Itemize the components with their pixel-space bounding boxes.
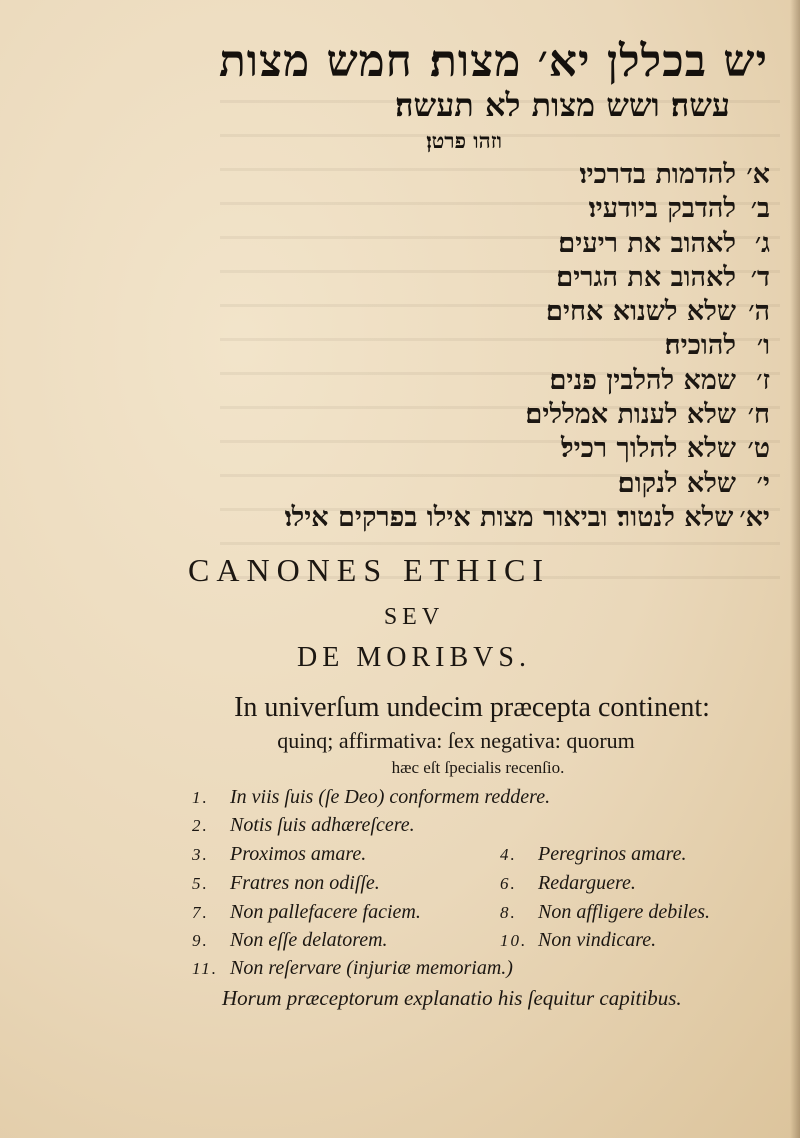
hebrew-item: [170, 364, 770, 398]
hebrew-item: [170, 295, 770, 329]
hebrew-item-number: ז׳: [756, 364, 770, 396]
hebrew-precept-list: [170, 158, 770, 535]
precept-item: [192, 957, 513, 980]
closing-line: Horum præceptorum explanatio his ſequitur capitibus.: [222, 986, 682, 1010]
hebrew-item-number: ב׳: [750, 193, 770, 225]
precept-text: Notis ſuis adhæreſcere.: [230, 814, 415, 836]
hebrew-item: [170, 467, 770, 501]
hebrew-item: [170, 261, 770, 295]
precept-text: Non eſſe delatorem.: [230, 929, 388, 951]
precept-item: [500, 872, 636, 895]
hebrew-item-text: להוכיח׃: [664, 330, 736, 362]
hebrew-item-text: שמא להלבין פנים׃: [549, 364, 736, 396]
precept-text: In viis ſuis (ſe Deo) conformem reddere.: [230, 786, 551, 808]
precept-text: Non affligere debiles.: [538, 901, 711, 923]
precept-text: Redarguere.: [538, 872, 636, 894]
hebrew-item: [170, 398, 770, 432]
precept-item: [500, 843, 687, 866]
hebrew-item-text: שלא לנטור׃ וביאור מצות אילו בפרקים אילו׃: [284, 501, 734, 533]
latin-intro-line-2: quinq; affirmativa: ſex negativa: quorum: [277, 728, 635, 753]
hebrew-item-text: שלא להלוך רכיל׃: [560, 433, 736, 465]
precept-number: 1.: [192, 788, 209, 807]
hebrew-item-number: ו׳: [756, 330, 770, 362]
hebrew-item-text: שלא לנקום׃: [617, 467, 736, 499]
hebrew-item-text: להדבק ביודעיו׃: [588, 193, 736, 225]
hebrew-heading-line-1: יש בכללן יא׳ מצות׃ חמש מצות: [218, 36, 768, 87]
latin-subtitle: DE MORIBVS.: [297, 642, 531, 673]
hebrew-item-text: לאהוב את הגרים׃: [556, 261, 736, 293]
hebrew-item: [170, 192, 770, 226]
precept-number: 5.: [192, 874, 209, 893]
precept-text: Non vindicare.: [538, 929, 657, 951]
precept-text: Fratres non odiſſe.: [230, 872, 380, 894]
precept-number: 11.: [192, 959, 218, 978]
hebrew-item-text: שלא לשנוא אחים׃: [546, 296, 736, 328]
hebrew-item-number: ה׳: [748, 296, 770, 328]
hebrew-item: [170, 501, 770, 535]
precept-item: [192, 843, 366, 866]
hebrew-item-number: ח׳: [747, 399, 770, 431]
hebrew-item-number: יא׳: [739, 501, 770, 533]
hebrew-item-number: ג׳: [754, 227, 770, 259]
latin-title-connector: SEV: [383, 604, 445, 630]
hebrew-item-text: להדמות בדרכיו׃: [579, 159, 736, 190]
precept-number: 8.: [500, 903, 517, 922]
precept-item: [192, 872, 380, 895]
precept-text: Peregrinos amare.: [538, 843, 687, 865]
hebrew-item-number: ד׳: [750, 261, 770, 293]
hebrew-heading-line-2: עשה׃ ושש מצות לא תעשה׃: [395, 86, 730, 124]
hebrew-item: [170, 227, 770, 261]
precept-text: Proximos amare.: [230, 843, 367, 865]
precept-item: [192, 786, 550, 809]
precept-number: 2.: [192, 816, 209, 835]
hebrew-heading-line-3: וזהו פרטן׃: [426, 128, 502, 153]
precept-text: Non pallefacere faciem.: [230, 901, 421, 923]
precept-item: [500, 901, 710, 924]
precept-number: 3.: [192, 845, 209, 864]
precept-item: [192, 929, 388, 952]
precept-item: [500, 929, 656, 952]
precept-number: 4.: [500, 845, 517, 864]
hebrew-item-text: שלא לענות אמללים׃: [525, 399, 736, 431]
latin-intro-line-3: hæc eſt ſpecialis recenſio.: [391, 758, 565, 777]
hebrew-item-number: ט׳: [747, 433, 770, 465]
precept-number: 9.: [192, 931, 209, 950]
precept-number: 7.: [192, 903, 209, 922]
hebrew-item-number: א׳: [746, 159, 770, 190]
hebrew-item-text: לאהוב את ריעים׃: [558, 227, 736, 259]
precept-item: [192, 814, 415, 837]
precept-number: 10.: [500, 931, 528, 950]
precept-text: Non reſervare (injuriæ memoriam.): [230, 957, 513, 979]
page-gutter-shadow: [790, 0, 800, 1138]
latin-title-main: CANONES ETHICI: [188, 552, 550, 588]
hebrew-item: [170, 329, 770, 363]
hebrew-item: [170, 158, 770, 192]
latin-intro-line-1: In univerſum undecim præcepta continent:: [234, 692, 710, 723]
precept-number: 6.: [500, 874, 517, 893]
hebrew-item-number: י׳: [756, 467, 770, 499]
hebrew-item: [170, 432, 770, 466]
precept-item: [192, 901, 421, 924]
